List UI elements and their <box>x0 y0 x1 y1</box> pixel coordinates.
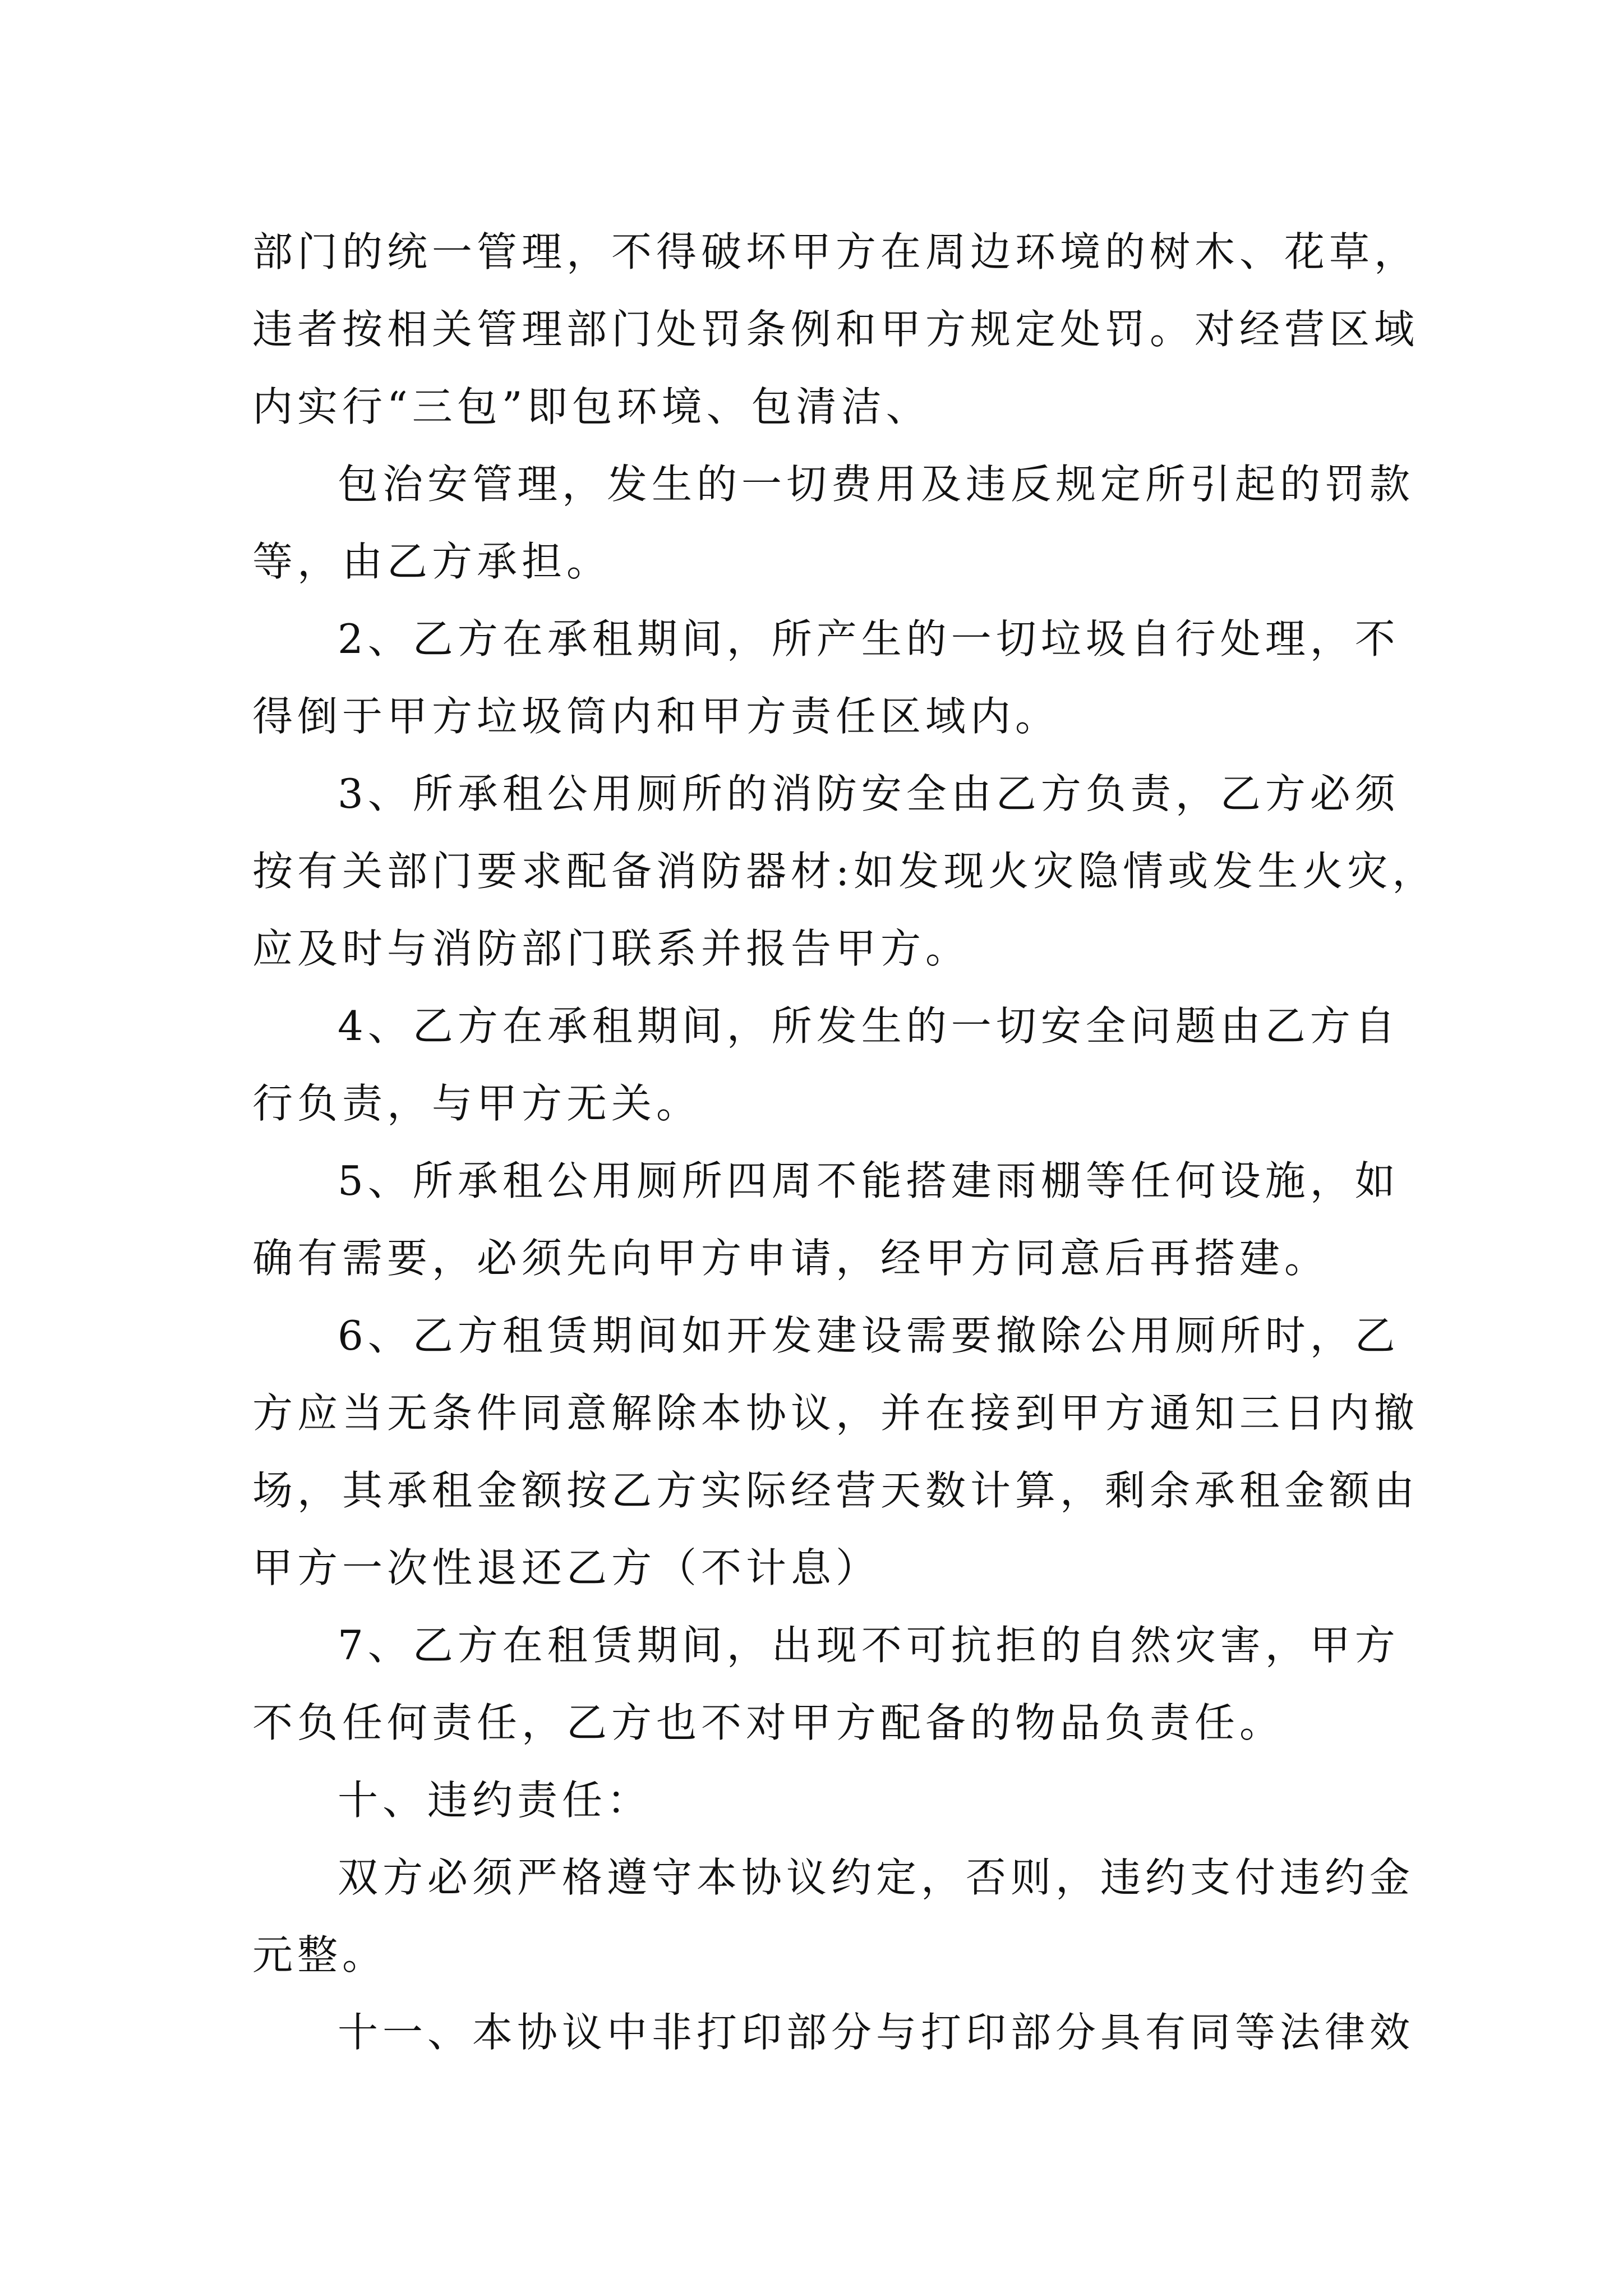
text-line: 违者按相关管理部门处罚条例和甲方规定处罚。对经营区域 <box>252 306 1419 353</box>
text-line: 应及时与消防部门联系并报告甲方。 <box>252 925 971 972</box>
text-line: 等，由乙方承担。 <box>252 538 612 585</box>
text-line: 3、所承租公用厕所的消防安全由乙方负责，乙方必须 <box>338 770 1400 817</box>
text-line: 方应当无条件同意解除本协议，并在接到甲方通知三日内撤 <box>252 1389 1419 1437</box>
paragraph-clause-5 <box>252 1142 1400 1297</box>
paragraph-clause-3 <box>252 755 1437 987</box>
paragraph-clause-7 <box>252 1607 1400 1761</box>
text-line: 5、所承租公用厕所四周不能搭建雨棚等任何设施，如 <box>338 1157 1400 1204</box>
text-line: 确有需要，必须先向甲方申请，经甲方同意后再搭建。 <box>252 1235 1330 1282</box>
text-line: 甲方一次性退还乙方（不计息） <box>252 1544 881 1591</box>
text-line: 4、乙方在承租期间，所发生的一切安全问题由乙方自 <box>338 1002 1400 1050</box>
text-line: 包治安管理，发生的一切费用及违反规定所引起的罚款 <box>338 461 1415 508</box>
text-line: 2、乙方在承租期间，所产生的一切垃圾自行处理，不 <box>338 615 1400 662</box>
text-line: 7、乙方在租赁期间，出现不可抗拒的自然灾害，甲方 <box>338 1622 1400 1669</box>
text-line: 元整。 <box>252 1931 388 1978</box>
text-line: 场，其承租金额按乙方实际经营天数计算，剩余承租金额由 <box>252 1467 1419 1514</box>
paragraph-clause-4 <box>252 987 1400 1142</box>
paragraph-clause-6 <box>252 1297 1419 1607</box>
text-line: 行负责，与甲方无关。 <box>252 1080 702 1127</box>
text-line: 内实行“三包”即包环境、包清洁、 <box>252 383 931 430</box>
paragraph-security-costs <box>252 445 1415 600</box>
section-heading-breach <box>252 1761 1382 1839</box>
text-line: 得倒于甲方垃圾筒内和甲方责任区域内。 <box>252 693 1061 740</box>
text-line: 双方必须严格遵守本协议约定，否则，违约支付违约金 <box>338 1854 1415 1901</box>
paragraph-clause-2 <box>252 600 1400 755</box>
text-line: 不负任何责任，乙方也不对甲方配备的物品负责任。 <box>252 1699 1285 1746</box>
paragraph-management-rules <box>252 213 1419 445</box>
text-line: 按有关部门要求配备消防器材:如发现火灾隐情或发生火灾， <box>252 848 1437 895</box>
paragraph-clause-11 <box>252 1994 1415 2071</box>
text-line: 6、乙方租赁期间如开发建设需要撤除公用厕所时，乙 <box>338 1312 1400 1359</box>
paragraph-breach-penalty <box>252 1839 1415 1994</box>
text-line: 部门的统一管理，不得破坏甲方在周边环境的树木、花草， <box>252 228 1419 275</box>
text-line: 十、违约责任： <box>338 1777 652 1824</box>
document-body <box>252 213 1437 2071</box>
text-line: 十一、本协议中非打印部分与打印部分具有同等法律效 <box>338 2009 1415 2056</box>
